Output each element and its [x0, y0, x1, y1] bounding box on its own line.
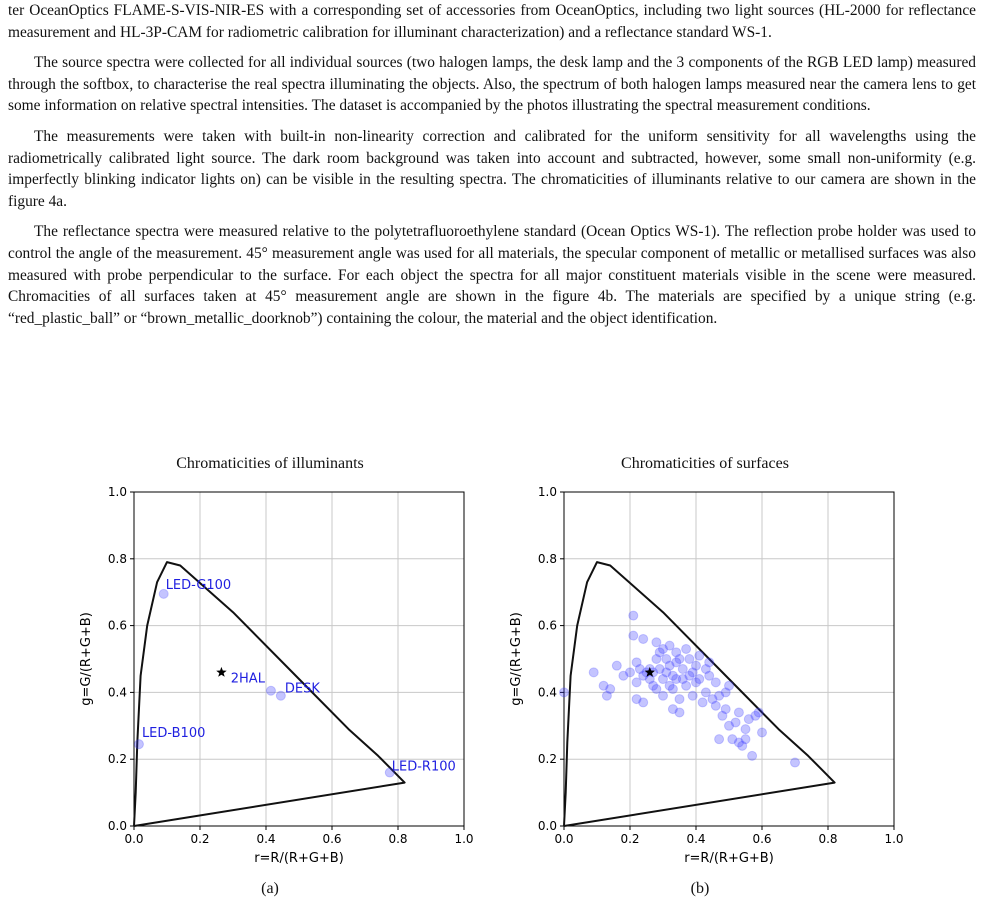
point-label: DESK: [284, 681, 320, 697]
point-label: 2HAL: [230, 671, 265, 687]
paragraph-4: The reflectance spectra were measured relative to the polytetrafluoroethylene standard (Ocean Optics WS-1). The reflection probe holder was used to control the angle of the measurement. 45° measurement angle was used for all materials, the specular component of metallic or metallised surfaces was also measured with probe perpendicular to the surface. For each object the spectra for all major constituent materials visible in the scene were measured. Chromacities of all surfaces taken at 45° measurement angle are shown in the figure 4b. The materials are specified by a unique string (e.g. “red_plastic_ball” or “brown_metallic_doorknob”) containing the colour, the material and the object identification.: [8, 223, 976, 327]
data-point: [659, 691, 668, 700]
y-tick-label: 0.6: [107, 618, 127, 633]
point-label: LED-G100: [165, 577, 232, 593]
y-tick-label: 0.8: [537, 551, 557, 566]
plot-frame: [564, 492, 894, 826]
data-point: [659, 644, 668, 653]
data-point: [675, 708, 684, 717]
data-point: [668, 685, 677, 694]
data-point: [741, 725, 750, 734]
data-point: [675, 695, 684, 704]
data-point: [675, 655, 684, 664]
white-point-star: [216, 667, 227, 677]
y-tick-label: 0.8: [107, 551, 127, 566]
chart-surfaces: [500, 480, 910, 880]
x-tick-label: 0.4: [256, 832, 276, 846]
data-point: [721, 705, 730, 714]
y-tick-label: 0.2: [107, 752, 127, 767]
y-tick-label: 0.6: [537, 618, 557, 633]
figure-a-title: Chromaticities of illuminants: [176, 455, 364, 472]
x-tick-label: 0.6: [752, 832, 772, 846]
data-point: [606, 685, 615, 694]
y-tick-label: 1.0: [107, 485, 127, 499]
data-point: [639, 634, 648, 643]
x-tick-label: 0.4: [686, 832, 706, 846]
data-point: [698, 698, 707, 707]
data-point: [682, 644, 691, 653]
x-tick-label: 1.0: [454, 832, 474, 846]
figure-b-title: Chromaticities of surfaces: [621, 455, 789, 472]
data-point: [741, 735, 750, 744]
data-point: [266, 686, 275, 695]
data-point: [748, 751, 757, 760]
data-point: [695, 651, 704, 660]
body-text: [8, 0, 976, 338]
data-point: [695, 675, 704, 684]
y-tick-label: 0.4: [107, 685, 127, 700]
data-point: [711, 678, 720, 687]
data-point: [734, 708, 743, 717]
data-point: [560, 688, 569, 697]
data-point: [589, 668, 598, 677]
y-axis-label: g=G/(R+G+B): [79, 612, 94, 706]
x-tick-label: 1.0: [884, 832, 904, 846]
data-point: [626, 668, 635, 677]
point-label: LED-B100: [141, 726, 206, 742]
x-tick-label: 0.8: [818, 832, 838, 846]
x-tick-label: 0.2: [190, 832, 210, 846]
x-axis-label: r=R/(R+G+B): [684, 851, 774, 866]
data-point: [678, 675, 687, 684]
data-point: [715, 735, 724, 744]
y-axis-label: g=G/(R+G+B): [509, 612, 524, 706]
y-tick-label: 1.0: [537, 485, 557, 499]
y-tick-label: 0.2: [537, 752, 557, 767]
paragraph-1: ter OceanOptics FLAME-S-VIS-NIR-ES with a corresponding set of accessories from OceanOptics, including two light sources (HL-2000 for reflectance measurement and HL-3P-CAM for radiometric calibration for illuminant characterization) and a reflectance standard WS-1.: [8, 2, 976, 41]
data-point: [639, 698, 648, 707]
paragraph-3: The measurements were taken with built-in non-linearity correction and calibrated for the uniform sensitivity for all wavelengths using the radiometrically calibrated light source. The dark room background was taken into account and subtracted, however, some small non-uniformity (e.g. imperfectly blinking indicator lights on) can be visible in the resulting spectra. The chromaticities of illuminants relative to our camera are shown in the figure 4a.: [8, 127, 976, 210]
point-label: LED-R100: [391, 759, 456, 775]
grid: [564, 492, 894, 826]
data-point: [688, 691, 697, 700]
data-point: [612, 661, 621, 670]
data-point: [629, 631, 638, 640]
x-axis-label: r=R/(R+G+B): [254, 851, 344, 866]
y-tick-label: 0.4: [537, 685, 557, 700]
x-tick-label: 0.0: [554, 832, 574, 846]
chart-illuminants: [70, 480, 480, 880]
data-point: [711, 701, 720, 710]
data-point: [754, 708, 763, 717]
grid: [134, 492, 464, 826]
data-point: [725, 681, 734, 690]
paragraph-2: The source spectra were collected for all individual sources (two halogen lamps, the desk lamp and the 3 components of the RGB LED lamp) measured through the softbox, to characterise the real spectra illuminating the objects. Also, the spectrum of both halogen lamps measured near the camera lens to get some information on relative spectral intensities. The dataset is accompanied by the photos illustrating the spectral measurement conditions.: [8, 54, 976, 115]
figure-b-caption: (b): [690, 880, 710, 897]
x-tick-label: 0.8: [388, 832, 408, 846]
data-point: [791, 758, 800, 767]
data-point: [758, 728, 767, 737]
y-tick-label: 0.0: [537, 819, 557, 833]
data-point: [629, 611, 638, 620]
plot-frame: [134, 492, 464, 826]
data-point: [705, 658, 714, 667]
figure-a-caption: (a): [261, 880, 279, 897]
x-tick-label: 0.6: [322, 832, 342, 846]
y-tick-label: 0.0: [107, 819, 127, 833]
data-point: [725, 721, 734, 730]
x-tick-label: 0.2: [620, 832, 640, 846]
x-tick-label: 0.0: [124, 832, 144, 846]
